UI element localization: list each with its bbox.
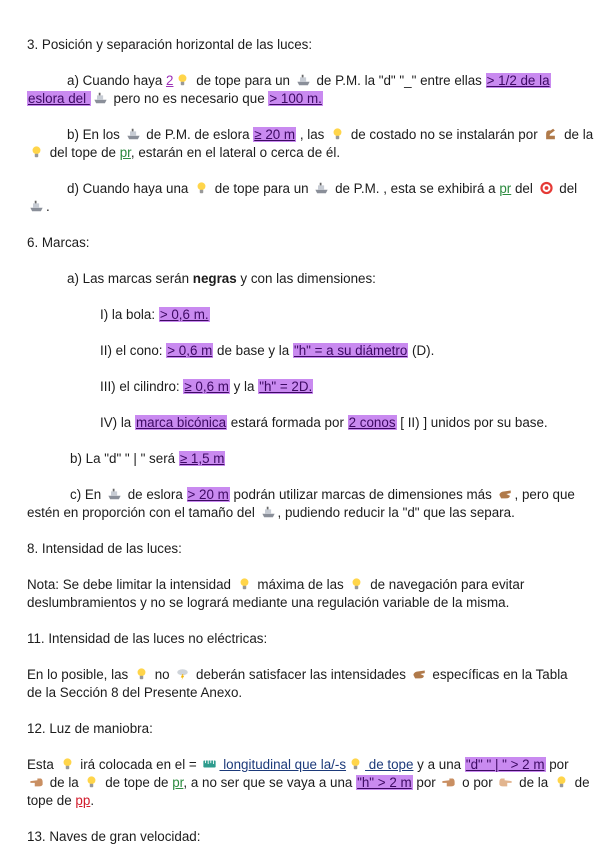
lightbulb-icon	[84, 775, 99, 789]
lightbulb-icon	[237, 577, 252, 591]
lightbulb-icon	[29, 145, 44, 159]
pinching-hand-icon	[498, 487, 513, 501]
section-12-line2: de la de tope de pr, a no ser que se vaya a una "h" > 2 m por o por de la de	[27, 774, 590, 792]
lightning-cloud-icon	[175, 667, 190, 681]
item-6a-iv: IV) la marca bicónica estará formada por 2 conos [ II) ] unidos por su base.	[100, 415, 548, 430]
lightbulb-icon	[349, 577, 364, 591]
target-icon	[539, 181, 554, 195]
lightbulb-icon	[194, 181, 209, 195]
ship-icon	[93, 91, 108, 105]
paragraph-3a-line2: eslora del pero no es necesario que > 100 m.	[28, 91, 322, 106]
paragraph-3b-line1: b) En los de P.M. de eslora ≥ 20 m , las de costado no se instalarán por de la	[67, 127, 594, 142]
item-6a-ii: II) el cono: > 0,6 m de base y la "h" = a su diámetro (D).	[100, 343, 435, 358]
paragraph-3d-line1: d) Cuando haya una de tope para un de P.M. , esta se exhibirá a pr del del	[67, 181, 578, 196]
ship-icon	[296, 73, 311, 87]
section-12-line1: Esta irá colocada en el = longitudinal que la/-s de tope y a una "d" " | " > 2 m por	[27, 757, 569, 772]
paragraph-6c-line1: c) En de eslora > 20 m podrán utilizar marcas de dimensiones más , pero que	[70, 487, 575, 502]
section-11-line1: En lo posible, las no deberán satisfacer las intensidades específicas en la Tabla	[27, 667, 568, 682]
lightbulb-icon	[134, 667, 149, 681]
paragraph-3b-line2: del tope de pr, estarán en el lateral o cerca de él.	[27, 144, 340, 162]
pointing-right-hand-icon	[498, 775, 513, 789]
section-13-heading: 13. Naves de gran velocidad:	[27, 829, 201, 844]
highlight-100m: > 100 m.	[269, 91, 322, 106]
section-11-heading: 11. Intensidad de las luces no eléctricas:	[27, 631, 268, 646]
ship-icon	[314, 181, 329, 195]
ship-icon	[29, 199, 44, 213]
section-8-note-line2: deslumbramientos y no se logrará mediante una regulación variable de la misma.	[27, 595, 510, 610]
highlight-half-length: > 1/2 de la	[486, 73, 550, 88]
paragraph-3a-line1: a) Cuando haya 2 de tope para un de P.M. la "d" "_" entre ellas > 1/2 de la	[67, 73, 550, 88]
pointing-left-hand-icon	[441, 775, 456, 789]
lightbulb-icon	[60, 757, 75, 771]
section-8-heading: 8. Intensidad de las luces:	[27, 541, 182, 556]
ship-icon	[107, 487, 122, 501]
flexed-arm-icon	[543, 127, 558, 141]
section-8-note-line1: Nota: Se debe limitar la intensidad máxima de las de navegación para evitar	[27, 577, 525, 592]
ship-icon	[126, 127, 141, 141]
ruler-icon	[202, 757, 217, 771]
pointing-left-hand-icon	[29, 775, 44, 789]
paragraph-6a: a) Las marcas serán negras y con las dimensiones:	[67, 271, 376, 286]
lightbulb-icon	[554, 775, 569, 789]
lightbulb-icon	[175, 73, 190, 87]
section-12-heading: 12. Luz de maniobra:	[27, 721, 153, 736]
paragraph-6c-line2: estén en proporción con el tamaño del , pudiendo reducir la "d" que las separa.	[27, 505, 515, 520]
section-12-line3: tope de pp.	[27, 793, 95, 808]
paragraph-6b: b) La "d" " | " será ≥ 1,5 m	[70, 451, 225, 466]
ship-icon	[261, 505, 276, 519]
item-6a-iii: III) el cilindro: ≥ 0,6 m y la "h" = 2D.	[100, 379, 313, 394]
lightbulb-icon	[348, 757, 363, 771]
paragraph-3d-line2: .	[27, 198, 50, 216]
section-6-heading: 6. Marcas:	[27, 235, 90, 250]
section-11-line2: de la Sección 8 del Presente Anexo.	[27, 685, 243, 700]
item-6a-i: I) la bola: > 0,6 m.	[100, 307, 209, 322]
pinching-hand-icon	[412, 667, 427, 681]
section-3-heading: 3. Posición y separación horizontal de las luces:	[27, 37, 313, 52]
lightbulb-icon	[330, 127, 345, 141]
